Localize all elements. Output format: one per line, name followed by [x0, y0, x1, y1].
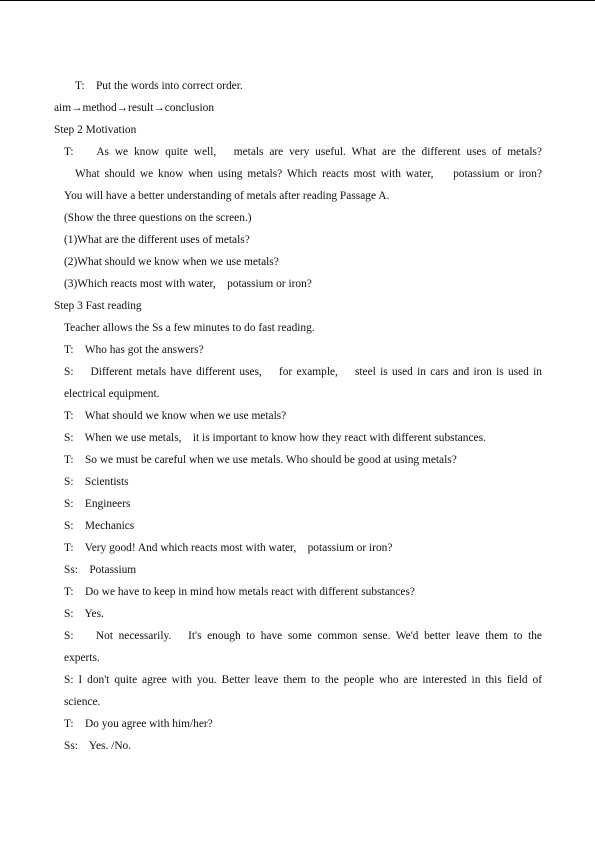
student-line: S: Mechanics	[64, 520, 135, 532]
students-line: Ss: Potassium	[64, 564, 137, 576]
student-line: S: Not necessarily. It's enough to have some common sense. We'd better leave them to the	[64, 630, 542, 642]
student-line: S: Scientists	[64, 476, 129, 488]
student-line-continuation: experts.	[64, 652, 100, 664]
question-line: (1)What are the different uses of metals?	[64, 234, 250, 246]
student-line: S: Engineers	[64, 498, 131, 510]
teacher-line: T: Do you agree with him/her?	[64, 718, 213, 730]
instruction-line: (Show the three questions on the screen.)	[64, 212, 252, 224]
teacher-line: T: So we must be careful when we use metals. Who should be good at using metals?	[64, 454, 457, 466]
teacher-line: T: Do we have to keep in mind how metals react with different substances?	[64, 586, 415, 598]
students-line: Ss: Yes. /No.	[64, 740, 132, 752]
teacher-line: T: What should we know when we use metals?	[64, 410, 287, 422]
student-line-continuation: electrical equipment.	[64, 388, 160, 400]
student-line: S: I don't quite agree with you. Better leave them to the people who are interested in this field of	[64, 674, 542, 686]
instruction-line: Teacher allows the Ss a few minutes to do fast reading.	[64, 322, 315, 334]
step-heading: Step 3 Fast reading	[54, 300, 142, 312]
student-line-continuation: science.	[64, 696, 101, 708]
sequence-line: aim→method→result→conclusion	[54, 102, 215, 114]
teacher-line-continuation: You will have a better understanding of metals after reading Passage A.	[64, 190, 390, 202]
step-heading: Step 2 Motivation	[54, 124, 137, 136]
question-line: (2)What should we know when we use metals?	[64, 256, 279, 268]
teacher-line: T: As we know quite well, metals are very useful. What are the different uses of metals?	[64, 146, 542, 158]
teacher-line: T: Put the words into correct order.	[75, 80, 243, 92]
student-line: S: Yes.	[64, 608, 104, 620]
student-line: S: When we use metals, it is important to know how they react with different substances.	[64, 432, 486, 444]
question-line: (3)Which reacts most with water, potassium or iron?	[64, 278, 312, 290]
teacher-line-continuation: What should we know when using metals? Which reacts most with water, potassium or iron?	[75, 168, 542, 180]
teacher-line: T: Very good! And which reacts most with water, potassium or iron?	[64, 542, 393, 554]
teacher-line: T: Who has got the answers?	[64, 344, 204, 356]
student-line: S: Different metals have different uses, for example, steel is used in cars and iron is used in	[64, 366, 542, 378]
